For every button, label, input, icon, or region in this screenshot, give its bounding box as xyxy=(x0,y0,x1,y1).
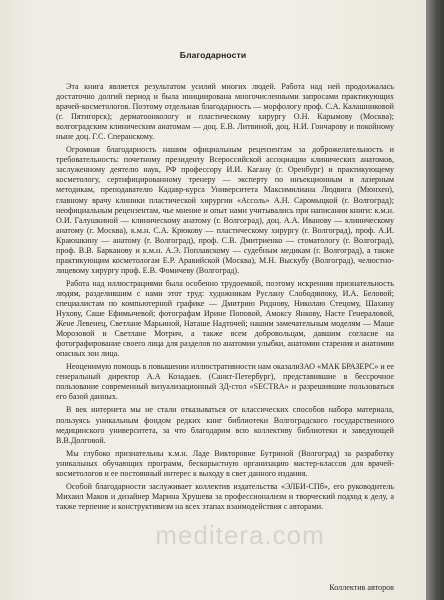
paragraph: Эта книга является результатом усилий многих людей. Работа над ней продолжалась достаточно долгий период и была инициирована многочисленными запросами практикующих врачей-косметологов. Поэтому отдельная благодарность — морфологу проф. С.А. Калашниковой (г. Пятигорск); дерматоонкологу и пластическому хирургу О.Н. Карымову (Москва); волгоградским клиническим анатомам — доц. Е.В. Литвиной, доц. Н.И. Гончарову и покойному ныне доц. Г.С. Сперанскому. xyxy=(56,82,394,142)
paragraph: Огромная благодарность нашим официальным рецензентам за доброжелательность и требовательность: почетному президенту Всероссийской ассоциации клинических анатомов, заслуженному деятелю наук, РФ профессору И.И. Кагану (г. Оренбург) и практикующему косметологу, сертифицированному тренеру — эксперту по инъекционным и лазерным методикам, преподавателю Кадавр-курса Университета Максимилиана Людвига (Мюнхен), главному врачу клиники пластической хирургии «Ассоль» А.Н. Саромыцкой (г. Волгоград); неофициальным рецензентам, чье мнение и опыт нами учитывались при написании книги: к.м.н. О.И. Галушкиной — клиническому анатому (г. Волгоград), доц. А.А. Иванову — клиническому анатому (г. Москва), к.м.н. С.А. Крюкову — пластическому хирургу (г. Волгоград), проф. А.И. Краюшкину — анатому (г. Волгоград), проф. С.В. Дмитриенко — стоматологу (г. Волгоград), проф. В.В. Барканову и к.м.н. А.Э. Поплавскому — судебным медикам (г. Волгоград), а также практикующим косметологам Е.Р. Аравийской (Москва), М.Н. Выскубу (Волгоград), челюстно-лицевому хирургу проф. Е.В. Фомичеву (Волгоград). xyxy=(56,145,394,275)
watermark: meditera.com xyxy=(155,520,325,550)
paragraph: Особой благодарности заслуживает коллектив издательства «ЭЛБИ-СПб», его руководитель Михаил Маков и дизайнер Марина Хрушева за профессионализм и творческий подход к делу, а также терпение и конструктивизм на всех этапах взаимодействия с авторами. xyxy=(56,481,394,511)
paragraph: Мы глубоко признательны к.м.н. Ладе Викторовне Бутриной (Волгоград) за разработку уникальных обучающих программ, бескорыстную организацию мастер-классов для врачей-косметологов и ее постоянный интерес к выходу в свет данного издания. xyxy=(56,448,394,478)
signature: Коллектив авторов xyxy=(329,583,394,592)
paragraph: Работа над иллюстрациями была особенно трудоемкой, поэтому искренняя признательность людям, разделившим с нами этот труд: художникам Руслану Слободянюку, И.А. Беловой; специалистам по компьютерной графике — Дмитрию Риднову, Николаю Стецому, Шахину Нухову, Саше Ефимычевой; фотографам Ирине Поповой, Амоксу Янкову, Насте Генераловой, Жене Левенец, Светлане Марьиной, Наташе Надточей; нашим замечательным моделям — Маше Морозовой и Светлане Мотрич, а также всем добровольцам, давшим согласие на фотографирование своего лица для разделов по анатомии улыбки, анатомии старения и анатомии опасных зон лица. xyxy=(56,278,394,359)
paragraph: В век интернета мы не стали отказываться от классических способов набора материала, пользуясь уникальным фондом редких книг библиотеки Волгоградского государственного медицинского университета, за что благодарим всю коллективу библиотеки и заведующей В.В.Долговой. xyxy=(56,405,394,445)
page-title: Благодарности xyxy=(179,50,247,60)
paragraph: Неоценимую помощь в повышении иллюстративности нам оказалиЗАО «МАК БРАЗЕРС» и ее генеральный директор А.А Козадаев. (Санкт-Петербург), представившие в бессрочное пользование современный визуализационный 3Д-стол «SECTRA» и разрешившие пользоваться его базой данных. xyxy=(56,362,394,402)
book-spine-edge xyxy=(426,0,444,600)
acknowledgements-body xyxy=(56,82,394,515)
